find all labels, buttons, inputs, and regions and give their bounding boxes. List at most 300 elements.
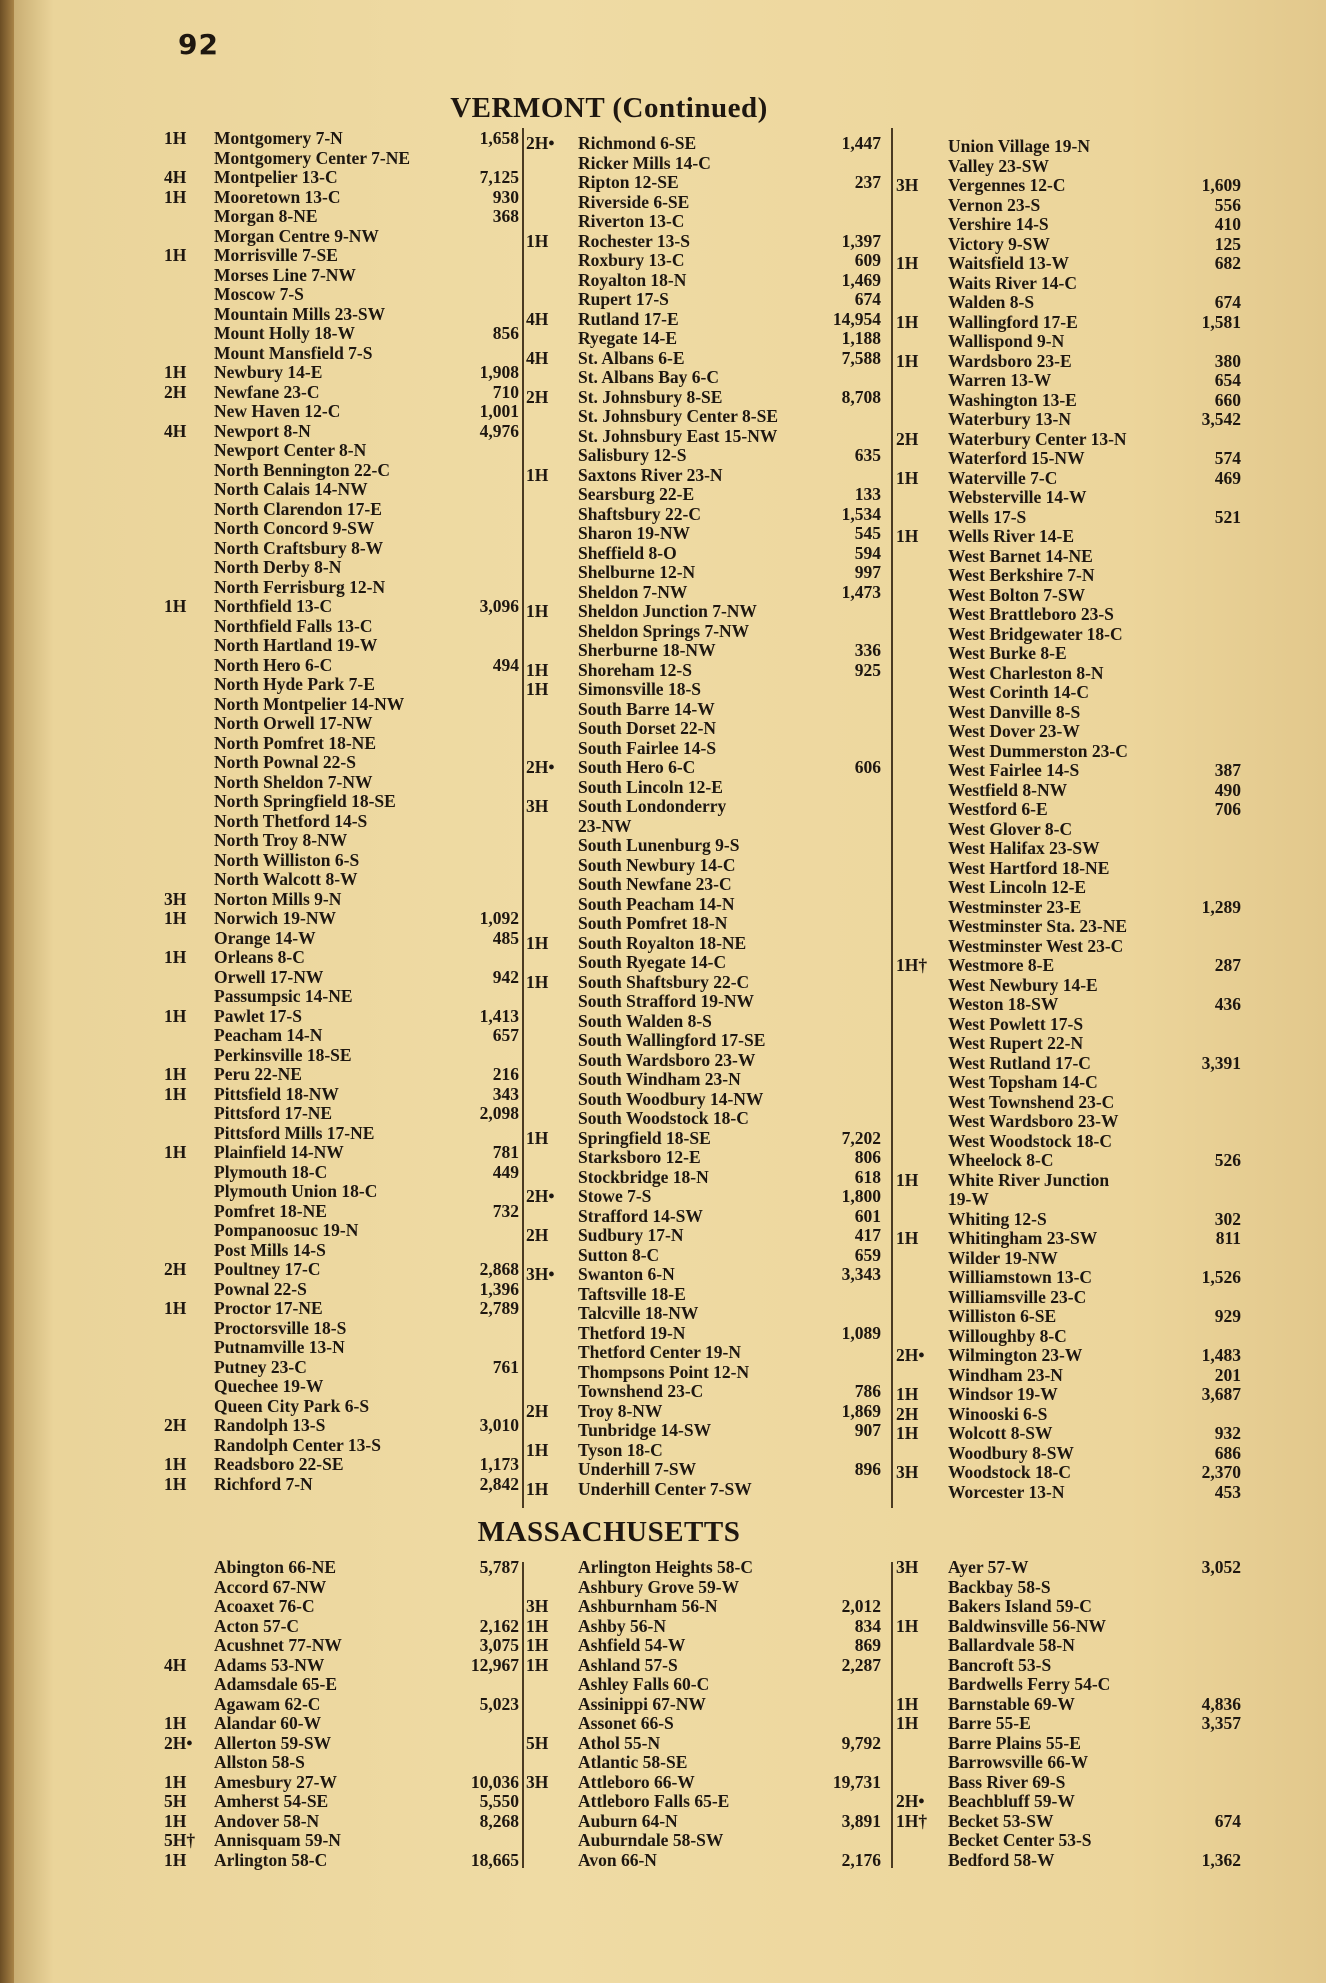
place-rank-code: 4H — [164, 167, 187, 187]
place-name: Underhill 7-SW — [578, 1459, 697, 1479]
place-entry — [896, 1405, 1241, 1425]
place-name: Pawlet 17-S — [214, 1005, 302, 1026]
gazetteer-page — [14, 0, 1326, 1983]
place-name: Bardwells Ferry 54-C — [948, 1674, 1111, 1694]
place-entry — [526, 1090, 881, 1110]
place-population: 657 — [492, 1025, 519, 1045]
place-entry — [526, 1441, 881, 1461]
column-rule — [522, 128, 524, 1508]
place-name: Queen City Park 6-S — [214, 1395, 370, 1416]
place-name: Ashburnham 56-N — [578, 1596, 718, 1616]
place-name: Rochester 13-S — [578, 230, 690, 251]
place-name: Richmond 6-SE — [578, 133, 697, 153]
place-entry — [526, 1304, 881, 1324]
place-population: 449 — [492, 1161, 519, 1182]
place-rank-code: 1H — [164, 1083, 187, 1104]
place-population: 1,396 — [479, 1278, 519, 1299]
place-name: Pomfret 18-NE — [214, 1200, 327, 1221]
place-entry — [896, 1831, 1241, 1851]
place-entry — [896, 1773, 1241, 1793]
place-name: West Berkshire 7-N — [948, 565, 1095, 585]
place-entry — [896, 937, 1241, 957]
place-entry — [164, 1773, 519, 1793]
place-name: South Barre 14-W — [578, 698, 715, 719]
place-population: 659 — [854, 1244, 881, 1265]
place-name: Pittsford 17-NE — [214, 1103, 333, 1123]
place-population: 436 — [1214, 994, 1241, 1014]
place-name: St. Johnsbury 8-SE — [578, 386, 723, 407]
place-entry — [526, 1207, 881, 1227]
place-name: Tyson 18-C — [578, 1439, 663, 1460]
place-entry — [896, 1073, 1241, 1093]
place-entry — [164, 129, 519, 149]
place-rank-code: 5H† — [164, 1830, 196, 1850]
place-name: Accord 67-NW — [214, 1576, 327, 1597]
place-population: 2,287 — [841, 1654, 881, 1675]
place-name: West Bolton 7-SW — [948, 584, 1086, 605]
place-entry — [526, 1792, 881, 1812]
place-rank-code: 2H• — [526, 133, 555, 153]
place-population: 1,581 — [1201, 311, 1241, 332]
place-name: North Orwell 17-NW — [214, 713, 373, 733]
place-name: Sheldon 7-NW — [578, 581, 688, 602]
place-name: Auburn 64-N — [578, 1810, 678, 1831]
place-population: 14,954 — [832, 308, 881, 329]
place-name: South Strafford 19-NW — [578, 991, 754, 1011]
place-population: 1,089 — [841, 1322, 881, 1343]
place-name: Richford 7-N — [214, 1473, 313, 1494]
place-name: Woodstock 18-C — [948, 1462, 1071, 1482]
place-entry — [896, 1792, 1241, 1812]
place-entry — [164, 1299, 519, 1319]
place-rank-code: 2H — [164, 381, 187, 402]
place-entry — [164, 948, 519, 968]
place-entry — [896, 566, 1241, 586]
place-entry — [164, 1475, 519, 1495]
place-population: 1,397 — [841, 230, 881, 251]
place-rank-code: 1H — [164, 1849, 187, 1870]
place-entry — [526, 1109, 881, 1129]
place-population: 1,534 — [841, 503, 881, 524]
place-entry — [164, 1065, 519, 1085]
place-population: 7,588 — [841, 347, 881, 368]
place-entry — [896, 1249, 1241, 1269]
place-entry — [896, 1327, 1241, 1347]
place-entry — [896, 683, 1241, 703]
place-name: Tunbridge 14-SW — [578, 1420, 712, 1440]
place-population: 2,012 — [841, 1596, 881, 1616]
place-name: North Troy 8-NW — [214, 830, 348, 850]
place-population: 1,188 — [841, 328, 881, 348]
place-entry — [164, 695, 519, 715]
place-name: West Burke 8-E — [948, 643, 1067, 663]
place-name: Post Mills 14-S — [214, 1239, 326, 1260]
place-name: Williamsville 23-C — [948, 1286, 1087, 1307]
place-name: West Newbury 14-E — [948, 974, 1098, 995]
place-rank-code: 1H — [164, 1713, 187, 1733]
place-name: Peru 22-NE — [214, 1064, 302, 1084]
place-name: Williamstown 13-C — [948, 1267, 1093, 1287]
place-name: Westminster West 23-C — [948, 935, 1124, 956]
place-name: Roxbury 13-C — [578, 250, 685, 270]
place-population: 302 — [1214, 1208, 1241, 1229]
place-name: North Thetford 14-S — [214, 810, 368, 831]
place-entry — [164, 1260, 519, 1280]
place-entry — [896, 1424, 1241, 1444]
place-name: Warren 13-W — [948, 370, 1052, 390]
place-entry — [896, 235, 1241, 255]
place-population: 811 — [1215, 1228, 1241, 1248]
place-entry — [896, 761, 1241, 781]
place-entry — [526, 1636, 881, 1656]
place-entry — [896, 1812, 1241, 1832]
place-entry — [526, 973, 881, 993]
place-population: 336 — [854, 640, 881, 660]
place-entry — [164, 1358, 519, 1378]
place-entry — [526, 1480, 881, 1500]
place-name: Victory 9-SW — [948, 233, 1050, 254]
place-entry — [164, 285, 519, 305]
place-population: 417 — [854, 1225, 881, 1245]
place-name: Waterville 7-C — [948, 467, 1058, 488]
place-entry — [164, 831, 519, 851]
place-rank-code: 1H — [526, 1478, 549, 1499]
place-entry — [526, 661, 881, 681]
place-name: Waterbury Center 13-N — [948, 428, 1127, 449]
place-population: 1,469 — [841, 269, 881, 290]
vermont-column-3 — [896, 137, 1241, 1502]
place-name: South Dorset 22-N — [578, 718, 717, 738]
place-name: Westfield 8-NW — [948, 779, 1068, 800]
place-name: South Londonderry — [578, 796, 727, 816]
place-name: Alandar 60-W — [214, 1713, 322, 1733]
place-rank-code: 1H — [164, 596, 187, 616]
massachusetts-heading: MASSACHUSETTS — [477, 1516, 741, 1548]
place-name: Plymouth 18-C — [214, 1161, 328, 1182]
place-entry — [896, 1093, 1241, 1113]
place-population: 545 — [854, 523, 881, 543]
place-name: West Barnet 14-NE — [948, 545, 1093, 566]
place-entry — [896, 1346, 1241, 1366]
place-name: Riverton 13-C — [578, 211, 685, 231]
place-entry — [526, 1714, 881, 1734]
place-name: Morses Line 7-NW — [214, 264, 356, 285]
place-name: South Woodbury 14-NW — [578, 1088, 764, 1109]
place-name: Whitingham 23-SW — [948, 1228, 1098, 1248]
place-name: Allston 58-S — [214, 1752, 305, 1772]
place-population: 494 — [492, 654, 519, 675]
place-entry — [526, 368, 881, 388]
place-entry — [164, 1397, 519, 1417]
place-entry — [526, 134, 881, 154]
place-entry — [164, 1416, 519, 1436]
place-rank-code: 1H — [164, 245, 187, 265]
place-entry — [896, 1307, 1241, 1327]
place-entry — [526, 1597, 881, 1617]
place-entry — [896, 1190, 1241, 1210]
place-entry — [526, 1734, 881, 1754]
place-population: 1,609 — [1201, 175, 1241, 195]
place-population: 806 — [854, 1147, 881, 1167]
place-name: Arlington 58-C — [214, 1849, 328, 1870]
place-entry — [896, 722, 1241, 742]
place-name: West Bridgewater 18-C — [948, 623, 1123, 644]
place-entry — [526, 193, 881, 213]
place-name: Sherburne 18-NW — [578, 640, 716, 660]
place-population: 521 — [1214, 506, 1241, 527]
place-rank-code: 3H• — [526, 1264, 555, 1284]
place-entry — [526, 1363, 881, 1383]
place-name: Bass River 69-S — [948, 1771, 1066, 1792]
place-name: North Sheldon 7-NW — [214, 771, 373, 792]
place-population: 682 — [1214, 253, 1241, 273]
place-entry — [896, 878, 1241, 898]
place-rank-code: 1H — [164, 1810, 187, 1831]
place-entry — [896, 332, 1241, 352]
place-population: 997 — [854, 562, 881, 582]
place-population: 237 — [854, 172, 881, 192]
place-name: Moscow 7-S — [214, 284, 304, 304]
place-name: South Hero 6-C — [578, 757, 696, 777]
place-entry — [526, 836, 881, 856]
place-population: 706 — [1214, 799, 1241, 819]
place-entry — [896, 644, 1241, 664]
place-name: Stowe 7-S — [578, 1186, 652, 1206]
place-name: Shaftsbury 22-C — [578, 503, 702, 524]
place-rank-code: 1H — [896, 1423, 919, 1443]
place-name: Westford 6-E — [948, 799, 1048, 819]
place-rank-code: 1H — [164, 1454, 187, 1474]
place-entry — [164, 168, 519, 188]
place-entry — [164, 987, 519, 1007]
place-entry — [164, 1831, 519, 1851]
place-name: South Shaftsbury 22-C — [578, 971, 750, 992]
place-name: Salisbury 12-S — [578, 445, 687, 465]
place-rank-code: 1H — [896, 1693, 919, 1714]
place-entry — [896, 586, 1241, 606]
place-entry — [526, 1812, 881, 1832]
place-population: 343 — [492, 1083, 519, 1104]
place-entry — [896, 742, 1241, 762]
place-name: Searsburg 22-E — [578, 484, 695, 504]
place-name: Starksboro 12-E — [578, 1147, 701, 1167]
place-name: Williston 6-SE — [948, 1306, 1057, 1326]
place-population: 618 — [854, 1166, 881, 1187]
place-population: 932 — [1214, 1423, 1241, 1443]
place-name: Newport 8-N — [214, 420, 311, 441]
place-population: 1,869 — [841, 1400, 881, 1421]
place-entry — [164, 227, 519, 247]
place-name: Ashby 56-N — [578, 1615, 667, 1636]
place-name: Shelburne 12-N — [578, 562, 696, 582]
place-name: Acton 57-C — [214, 1615, 300, 1636]
place-entry — [526, 271, 881, 291]
place-rank-code: 1H — [896, 467, 919, 488]
place-name: Poultney 17-C — [214, 1259, 321, 1279]
place-name: Agawam 62-C — [214, 1693, 321, 1714]
place-population: 3,010 — [479, 1415, 519, 1435]
place-entry — [896, 605, 1241, 625]
place-name: St. Johnsbury East 15-NW — [578, 425, 778, 446]
place-population: 133 — [854, 484, 881, 504]
place-population: 1,483 — [1201, 1345, 1241, 1365]
place-name: Beachbluff 59-W — [948, 1791, 1075, 1811]
place-entry — [526, 1148, 881, 1168]
place-entry — [526, 1402, 881, 1422]
place-name: Sutton 8-C — [578, 1244, 660, 1265]
place-name: Royalton 18-N — [578, 269, 687, 290]
place-entry — [164, 851, 519, 871]
place-name: Amherst 54-SE — [214, 1791, 329, 1811]
place-population: 2,842 — [479, 1473, 519, 1494]
place-name: South Royalton 18-NE — [578, 932, 747, 953]
place-rank-code: 1H — [164, 908, 187, 928]
place-entry — [526, 953, 881, 973]
place-name: Westminster Sta. 23-NE — [948, 916, 1128, 936]
place-name: Newfane 23-C — [214, 381, 320, 402]
place-entry — [526, 1578, 881, 1598]
place-entry — [526, 1656, 881, 1676]
place-rank-code: 1H — [526, 971, 549, 992]
place-population: 1,658 — [479, 128, 519, 148]
place-name: South Newfane 23-C — [578, 874, 732, 894]
place-entry — [896, 215, 1241, 235]
place-name: Perkinsville 18-SE — [214, 1044, 352, 1065]
place-name: St. Johnsbury Center 8-SE — [578, 406, 778, 426]
place-name: Sheldon Springs 7-NW — [578, 620, 750, 641]
place-name: Adams 53-NW — [214, 1654, 325, 1675]
place-entry — [896, 1112, 1241, 1132]
place-name: South Walden 8-S — [578, 1010, 712, 1031]
place-name: Allerton 59-SW — [214, 1732, 332, 1753]
place-rank-code: 1H — [164, 1473, 187, 1494]
place-population: 5,023 — [479, 1693, 519, 1714]
place-name: Arlington Heights 58-C — [578, 1557, 753, 1577]
place-entry — [526, 719, 881, 739]
vermont-column-1 — [164, 129, 519, 1494]
place-entry — [896, 469, 1241, 489]
place-name: Bancroft 53-S — [948, 1654, 1052, 1675]
place-population: 929 — [1214, 1306, 1241, 1326]
place-population: 1,473 — [841, 581, 881, 602]
place-name: Walden 8-S — [948, 292, 1035, 312]
place-population: 3,357 — [1201, 1713, 1241, 1733]
place-rank-code: 1H — [526, 932, 549, 953]
place-entry — [896, 313, 1241, 333]
place-name: Waterford 15-NW — [948, 448, 1085, 468]
place-name: North Derby 8-N — [214, 557, 342, 577]
place-rank-code: 1H† — [896, 955, 928, 975]
place-population: 606 — [854, 757, 881, 777]
place-name: South Wardsboro 23-W — [578, 1049, 756, 1070]
place-name: Morgan Centre 9-NW — [214, 225, 379, 246]
place-name: Saxtons River 23-N — [578, 464, 723, 485]
place-entry — [896, 917, 1241, 937]
place-rank-code: 1H — [164, 1142, 187, 1162]
place-entry — [164, 792, 519, 812]
place-name: West Woodstock 18-C — [948, 1130, 1112, 1151]
place-name: North Calais 14-NW — [214, 479, 368, 499]
place-entry — [896, 839, 1241, 859]
place-population: 8,268 — [479, 1810, 519, 1831]
place-name: Newbury 14-E — [214, 362, 323, 382]
place-entry — [164, 1026, 519, 1046]
place-name: West Rutland 17-C — [948, 1052, 1091, 1073]
place-population: 660 — [1214, 389, 1241, 410]
place-population: 601 — [854, 1205, 881, 1226]
place-entry — [896, 976, 1241, 996]
place-name: New Haven 12-C — [214, 401, 341, 421]
place-population: 1,447 — [841, 133, 881, 153]
place-population: 3,096 — [479, 596, 519, 616]
place-population: 674 — [1214, 292, 1241, 312]
place-entry — [896, 800, 1241, 820]
place-rank-code: 1H — [164, 1771, 187, 1792]
place-rank-code: 4H — [526, 308, 549, 329]
place-entry — [164, 929, 519, 949]
place-population: 942 — [492, 966, 519, 987]
place-name: Mount Mansfield 7-S — [214, 342, 373, 363]
place-rank-code: 1H — [896, 350, 919, 371]
place-name: Simonsville 18-S — [578, 679, 702, 699]
place-rank-code: 1H — [164, 362, 187, 382]
place-entry — [896, 664, 1241, 684]
place-population: 5,787 — [479, 1557, 519, 1577]
place-rank-code: 1H — [164, 1005, 187, 1026]
place-rank-code: 2H — [896, 428, 919, 449]
place-entry — [164, 324, 519, 344]
place-name: Ashley Falls 60-C — [578, 1674, 710, 1694]
place-entry — [164, 1636, 519, 1656]
place-entry — [896, 352, 1241, 372]
place-entry — [896, 1695, 1241, 1715]
place-rank-code: 1H — [896, 1615, 919, 1636]
place-entry — [896, 1463, 1241, 1483]
place-entry — [164, 1753, 519, 1773]
place-entry — [164, 656, 519, 676]
place-entry — [164, 1241, 519, 1261]
vermont-column-2 — [526, 134, 881, 1499]
place-name: Westminster 23-E — [948, 896, 1082, 917]
place-population: 216 — [492, 1064, 519, 1084]
place-population: 469 — [1214, 467, 1241, 488]
massachusetts-column-3 — [896, 1558, 1241, 1870]
place-entry — [526, 875, 881, 895]
place-population: 574 — [1214, 448, 1241, 468]
place-entry — [896, 449, 1241, 469]
place-entry — [526, 778, 881, 798]
place-entry — [164, 578, 519, 598]
place-entry — [896, 1015, 1241, 1035]
place-name: Acoaxet 76-C — [214, 1596, 315, 1616]
place-name: Ryegate 14-E — [578, 328, 678, 348]
place-name: Attleboro Falls 65-E — [578, 1791, 730, 1811]
place-entry — [526, 1187, 881, 1207]
place-name: Windham 23-N — [948, 1364, 1063, 1385]
place-entry — [164, 909, 519, 929]
place-population: 869 — [854, 1635, 881, 1655]
place-rank-code: 2H• — [526, 1186, 555, 1206]
place-entry — [164, 870, 519, 890]
place-name: North Hartland 19-W — [214, 635, 378, 655]
place-name: 19-W — [948, 1189, 989, 1209]
place-rank-code: 3H — [896, 1462, 919, 1482]
place-name: Whiting 12-S — [948, 1208, 1047, 1229]
place-rank-code: 2H• — [896, 1345, 925, 1365]
place-name: Assonet 66-S — [578, 1713, 674, 1733]
place-name: Putnamville 13-N — [214, 1337, 345, 1357]
place-population: 1,526 — [1201, 1267, 1241, 1287]
